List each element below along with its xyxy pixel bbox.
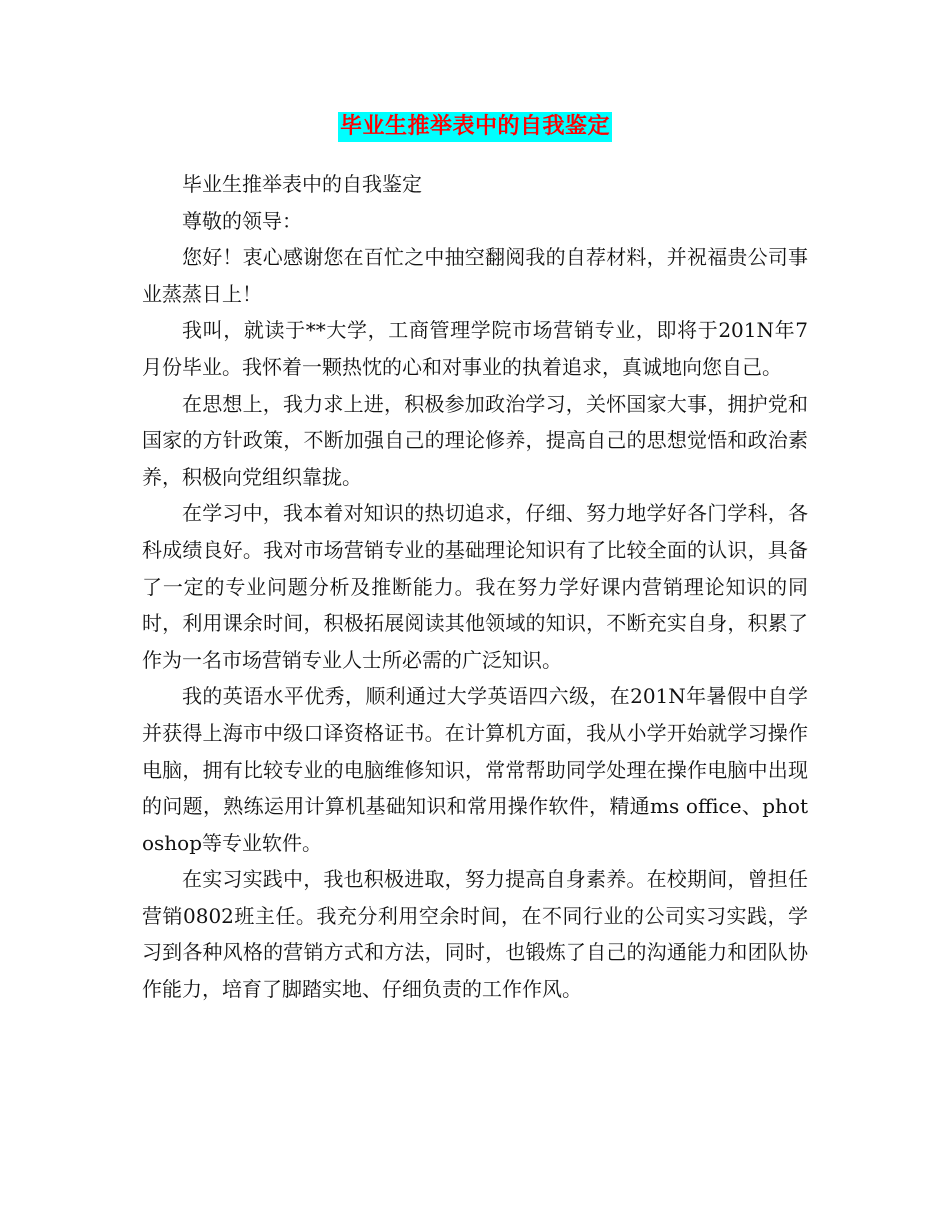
paragraph-practice: 在实习实践中，我也积极进取，努力提高自身素养。在校期间，曾担任营销0802班主任。我充分利用空余时间，在不同行业的公司实习实践，学习到各种风格的营销方式和方法，同时，也锻炼了自己的沟通能力和团队协作能力，培育了脚踏实地、仔细负责的工作作风。	[142, 867, 808, 1002]
paragraph-greeting: 您好！衷心感谢您在百忙之中抽空翻阅我的自荐材料，并祝福贵公司事业蒸蒸日上！	[142, 245, 808, 306]
paragraph-salutation: 尊敬的领导：	[182, 208, 302, 233]
title-wrap	[0, 112, 950, 142]
paragraph-introduction: 我叫，就读于**大学，工商管理学院市场营销专业，即将于201N年7月份毕业。我怀着一颗热忱的心和对事业的执着追求，真诚地向您自己。	[142, 318, 808, 379]
document-title: 毕业生推举表中的自我鉴定	[338, 112, 612, 142]
paragraph-study: 在学习中，我本着对知识的热切追求，仔细、努力地学好各门学科，各科成绩良好。我对市场营销专业的基础理论知识有了比较全面的认识，具备了一定的专业问题分析及推断能力。我在努力学好课内营销理论知识的同时，利用课余时间，积极拓展阅读其他领域的知识，不断充实自身，积累了作为一名市场营销专业人士所必需的广泛知识。	[142, 501, 808, 672]
paragraph-ideology: 在思想上，我力求上进，积极参加政治学习，关怀国家大事，拥护党和国家的方针政策，不断加强自己的理论修养，提高自己的思想觉悟和政治素养，积极向党组织靠拢。	[142, 391, 808, 489]
paragraph-skills: 我的英语水平优秀，顺利通过大学英语四六级，在201N年暑假中自学并获得上海市中级口译资格证书。在计算机方面，我从小学开始就学习操作电脑，拥有比较专业的电脑维修知识，常常帮助同学处理在操作电脑中出现的问题，熟练运用计算机基础知识和常用操作软件，精通ms office、photoshop等专业软件。	[142, 684, 808, 855]
document-body	[142, 166, 808, 1008]
paragraph-subtitle: 毕业生推举表中的自我鉴定	[182, 172, 422, 196]
